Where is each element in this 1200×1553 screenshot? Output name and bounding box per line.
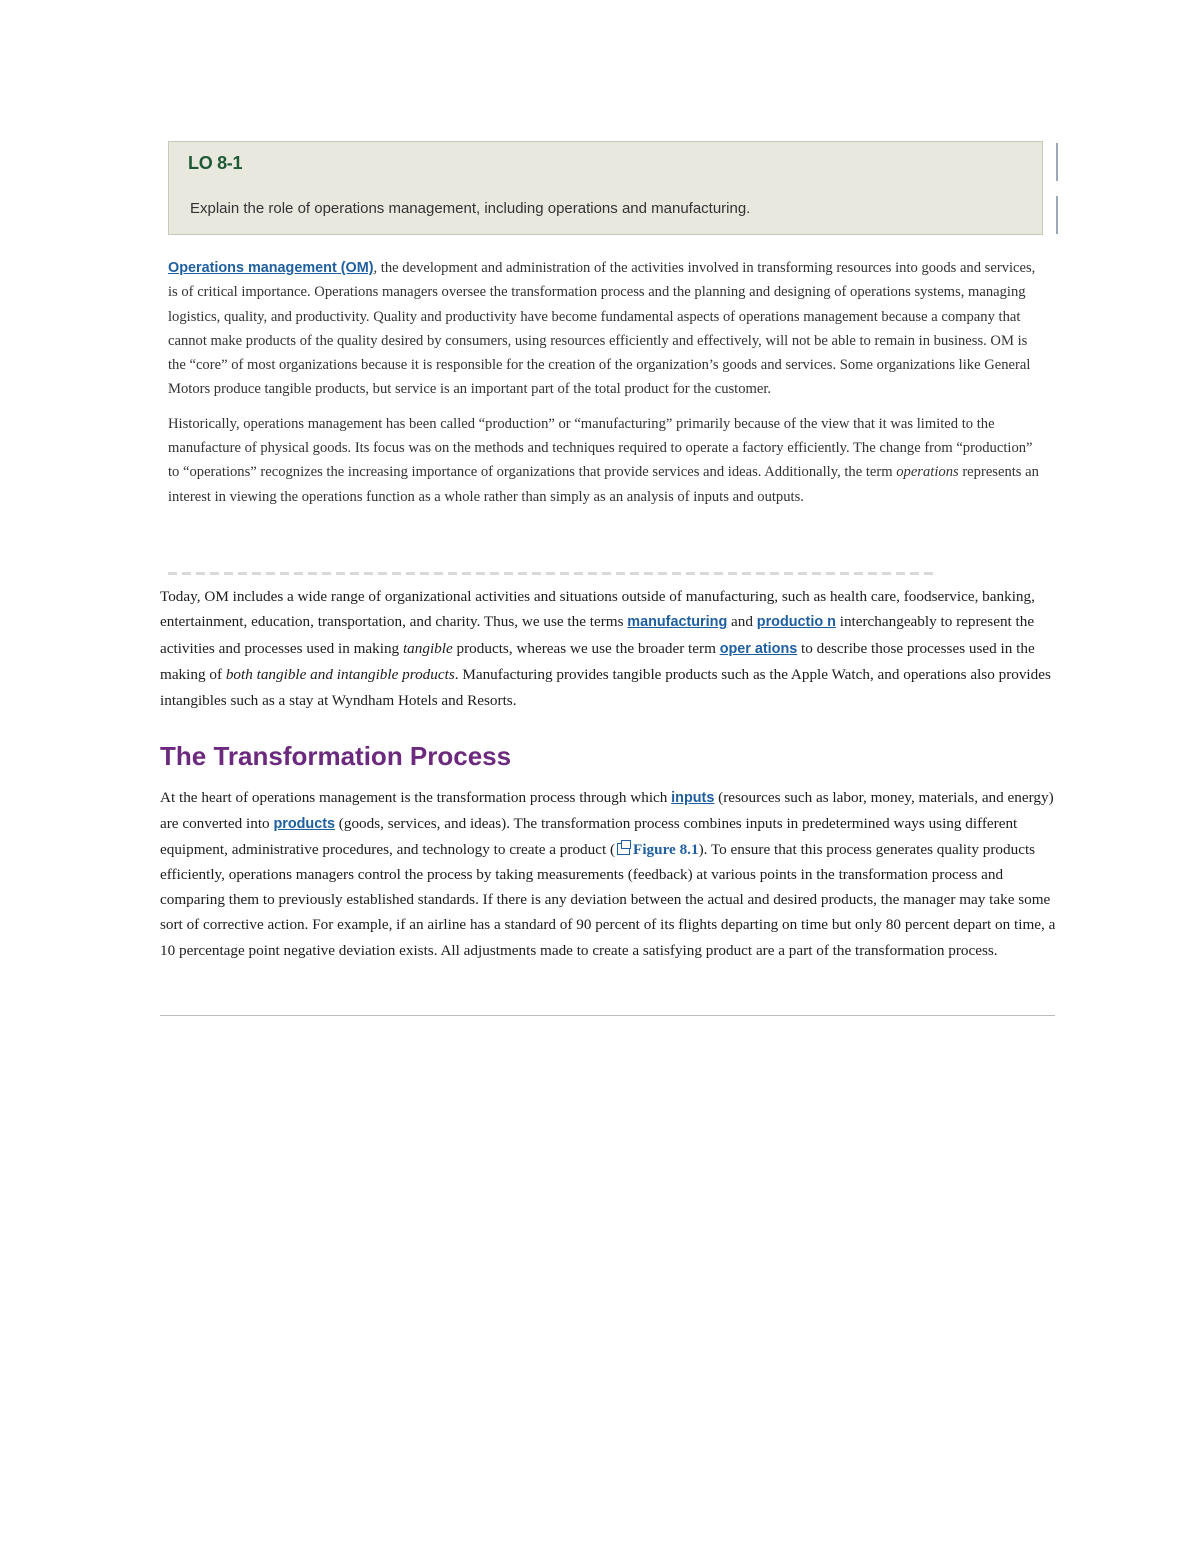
transform-text-c: (goods, services, and ideas). The transformation process combines inputs in predetermined ways using different equipment, administrative procedures, and technology to create a product ( (160, 815, 1018, 859)
learning-objective-box (168, 141, 1043, 235)
today-text-d: products, whereas we use the broader term (452, 639, 720, 657)
margin-marker-bottom (1056, 196, 1058, 234)
key-term-operations-link[interactable]: oper ations (719, 640, 798, 657)
history-text-a: Historically, operations management has been called “production” or “manufacturing” primarily because of the view that it was limited to the manufacture of physical goods. Its focus was on the methods and techniques required to operate a factory efficiently. The change from “production” to “operations” recognizes the increasing importance of organizations that provide services and ideas. Additionally, the term (168, 415, 1033, 481)
transformation-paragraph (160, 785, 1056, 963)
key-term-inputs-link[interactable]: inputs (671, 790, 715, 806)
today-text-a: Today, OM includes a wide range of organizational activities and situations outside of manufacturing, such as health care, foodservice, banking, entertainment, education, transportation, and charity. Thus, we use the terms (160, 588, 1035, 631)
faded-text-line (168, 572, 938, 575)
om-today-paragraph (160, 584, 1056, 713)
history-paragraph (168, 412, 1040, 509)
key-term-production-link[interactable]: productio n (756, 614, 836, 631)
figure-8-1-link[interactable]: Figure 8.1 (633, 841, 699, 859)
today-text-f: . Manufacturing provides tangible products such as the Apple Watch, and operations also provides intangibles such as a stay at Wyndham Hotels and Resorts. (160, 666, 1051, 709)
tangible-italic-term: tangible (402, 639, 453, 657)
key-term-manufacturing-link[interactable]: manufacturing (627, 614, 728, 631)
transform-text-a: At the heart of operations management is the transformation process through which (160, 789, 672, 806)
transform-text-b: (resources such as labor, money, materials, and energy) are converted into (160, 789, 1054, 833)
key-term-operations-management-link[interactable]: Operations management (OM) (168, 260, 374, 276)
om-definition-text: , the development and administration of the activities involved in transforming resources into goods and services, is of critical importance. Operations managers oversee the transformation process and the planning and designing of operations systems, managing logistics, quality, and productivity. Quality and productivity have become fundamental aspects of operations management because a company that cannot make products of the quality desired by consumers, using resources efficiently and effectively, will not be able to remain in business. OM is the “core” of most organizations because it is responsible for the creation of the organization’s goods and services. Some organizations like General Motors produce tangible products, but service is an important part of the total product for the customer. (168, 260, 1036, 398)
history-text-b: represents an interest in viewing the operations function as a whole rather than simply as an analysis of inputs and outputs. (168, 464, 1039, 505)
om-today-section (160, 584, 1056, 713)
key-term-products-link[interactable]: products (273, 816, 335, 833)
today-text-c: interchangeably to represent the activities and processes used in making (160, 613, 1035, 657)
learning-objective-title: LO 8-1 (188, 153, 243, 173)
popup-window-icon[interactable] (617, 843, 630, 855)
transformation-process-section (160, 785, 1056, 963)
om-definition-paragraph (168, 256, 1040, 402)
both-products-italic-term: both tangible and intangible products (225, 666, 455, 684)
transform-text-d: ). To ensure that this process generates quality products efficiently, operations managers control the process by taking measurements (feedback) at various points in the transformation process and comparing them to previously established standards. If there is any deviation between the actual and desired products, the manager may take some sort of corrective action. For example, if an airline has a standard of 90 percent of its flights departing on time but only 80 percent depart on time, a 10 percentage point negative deviation exists. All adjustments made to create a satisfying product are a part of the transformation process. (160, 841, 1056, 959)
learning-objective-text: Explain the role of operations management, including operations and manufacturing. (190, 200, 751, 217)
om-definition-section (168, 256, 1040, 519)
section-divider (160, 1015, 1055, 1016)
operations-italic-term: operations (896, 464, 959, 481)
section-heading-transformation-process: The Transformation Process (160, 741, 512, 771)
today-text-b: and (727, 613, 757, 631)
margin-marker-top (1056, 143, 1058, 181)
today-text-e: to describe those processes used in the making of (160, 639, 1035, 684)
